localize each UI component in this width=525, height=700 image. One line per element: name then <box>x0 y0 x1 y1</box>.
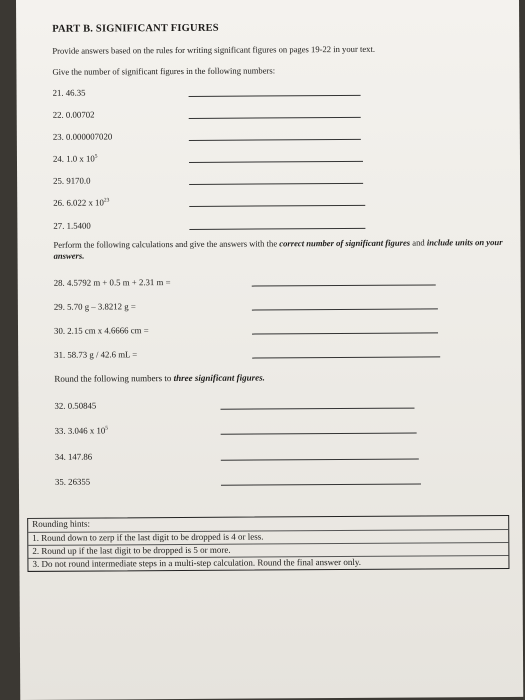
answer-line-35[interactable] <box>221 484 421 486</box>
question-25: 25. 9170.0 <box>53 175 91 186</box>
question-33: 33. 3.046 x $10^5$ <box>54 425 108 436</box>
answer-line-31[interactable] <box>252 356 440 358</box>
answer-line-34[interactable] <box>221 459 419 461</box>
answer-line-25[interactable] <box>189 183 363 185</box>
question-26: 26. 6.022 x $10^{23}$ <box>53 197 110 208</box>
page-title: PART B. SIGNIFICANT FIGURES <box>52 22 219 35</box>
answer-line-24[interactable] <box>189 161 363 163</box>
question-31: 31. 58.73 g / 42.6 mL = <box>54 349 138 360</box>
section1-instruction: Give the number of significant figures in the following numbers: <box>52 65 276 77</box>
question-29: 29. 5.70 g – 3.8212 g = <box>53 301 136 312</box>
question-23: 23. 0.000007020 <box>52 131 113 142</box>
question-27: 27. 1.5400 <box>53 220 91 231</box>
answer-line-29[interactable] <box>252 308 438 310</box>
section3-instruction: Round the following numbers to three significant figures. <box>54 372 265 384</box>
answer-line-30[interactable] <box>252 332 438 334</box>
question-21: 21. 46.35 <box>52 87 86 98</box>
intro-text: Provide answers based on the rules for writing significant figures on pages 19-22 in your text. <box>52 43 376 56</box>
hint-item-3: 3. Do not round intermediate steps in a multi-step calculation. Round the final answer only. <box>32 556 362 569</box>
answer-line-32[interactable] <box>221 408 415 410</box>
question-28: 28. 4.5792 m + 0.5 m + 2.31 m = <box>53 277 171 288</box>
hints-heading: Rounding hints: <box>32 518 90 529</box>
answer-line-28[interactable] <box>252 284 436 286</box>
question-35: 35. 26355 <box>54 476 91 487</box>
worksheet-page <box>16 0 523 700</box>
answer-line-27[interactable] <box>189 228 365 230</box>
section2-instruction: Perform the following calculations and give the answers with the correct number of significant figures and include units on your answers. <box>53 237 503 261</box>
question-24: 24. 1.0 x $10^5$ <box>52 153 98 164</box>
answer-line-23[interactable] <box>189 139 361 141</box>
answer-line-21[interactable] <box>189 95 361 97</box>
question-30: 30. 2.15 cm x 4.6666 cm = <box>53 325 149 336</box>
question-22: 22. 0.00702 <box>52 109 95 120</box>
rounding-hints-box <box>27 515 509 572</box>
answer-line-33[interactable] <box>221 433 417 435</box>
answer-line-26[interactable] <box>189 205 365 207</box>
question-34: 34. 147.86 <box>54 451 93 462</box>
answer-line-22[interactable] <box>189 117 361 119</box>
question-32: 32. 0.50845 <box>54 400 97 411</box>
hint-item-1: 1. Round down to zerp if the last digit to be dropped is 4 or less. <box>32 531 264 543</box>
hint-item-2: 2. Round up if the last digit to be dropped is 5 or more. <box>32 544 231 556</box>
